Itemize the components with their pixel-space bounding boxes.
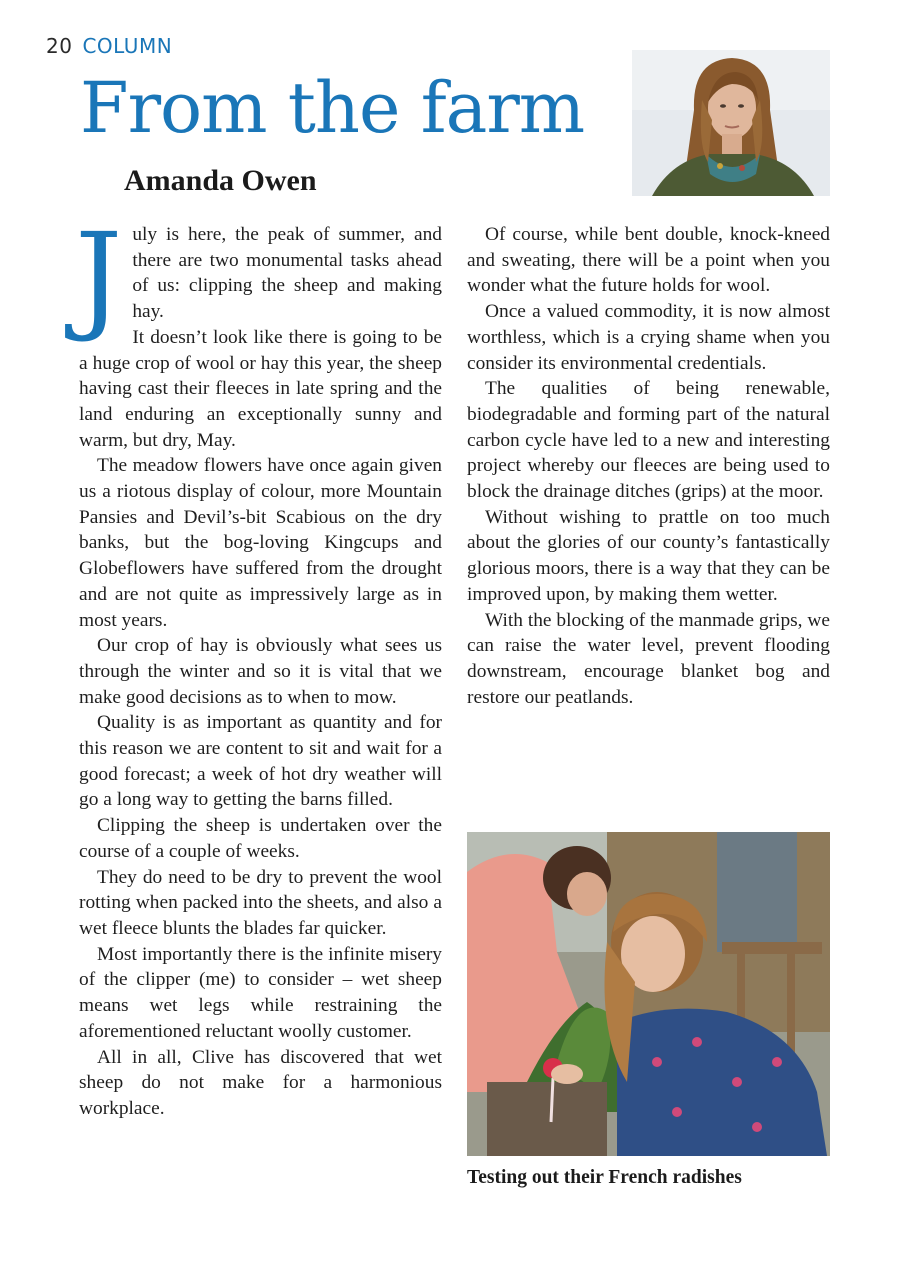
- body-paragraph: They do need to be dry to prevent the wool rotting when packed into the sheets, and also a wet fleece blunts the blades far quicker.: [79, 866, 442, 939]
- author-portrait: [632, 50, 830, 196]
- lead-paragraph: [75, 207, 442, 345]
- page-header: [46, 34, 172, 58]
- left-text-column: [75, 207, 442, 1122]
- section-label: COLUMN: [82, 34, 173, 58]
- body-paragraph: The qualities of being renewable, biodegradable and forming part of the natural carbon cycle have led to a new and interesting project whereby our fleeces are being used to block the drainage ditches (grips) at the moor.: [467, 378, 830, 503]
- body-paragraph: Clipping the sheep is undertaken over the course of a couple of weeks.: [79, 815, 442, 862]
- body-paragraph: With the blocking of the manmade grips, we can raise the water level, prevent flooding downstream, encourage blanket bog and restore our peatlands.: [467, 609, 830, 708]
- body-paragraph: Without wishing to prattle on too much about the glories of our county’s fantastically glorious moors, there is a way that they can be improved upon, by making them wetter.: [467, 506, 830, 605]
- body-paragraph: It doesn’t look like there is going to be a huge crop of wool or hay this year, the sheep having cast their fleeces in late spring and the land enduring an exceptionally sunny and warm, but dry, May.: [79, 326, 442, 451]
- drop-cap: J: [75, 207, 123, 345]
- body-paragraph: Most importantly there is the infinite misery of the clipper (me) to consider – wet sheep means wet legs while restraining the aforementioned reluctant woolly customer.: [79, 943, 442, 1042]
- article-title: From the farm: [80, 67, 585, 149]
- photo-caption: Testing out their French radishes: [467, 1167, 742, 1188]
- right-text-column: [467, 222, 830, 710]
- author-byline: Amanda Owen: [124, 164, 317, 197]
- body-paragraph: Of course, while bent double, knock-kneed and sweating, there will be a point when you wonder what the future holds for wool.: [467, 224, 830, 297]
- body-paragraph: Once a valued commodity, it is now almost worthless, which is a crying shame when you consider its environmental credentials.: [467, 301, 830, 374]
- lead-paragraph-text: uly is here, the peak of summer, and there are two monumental tasks ahead of us: clipping the sheep and making hay.: [132, 224, 442, 323]
- body-paragraph: Our crop of hay is obviously what sees us through the winter and so it is vital that we make good decisions as to when to mow.: [79, 635, 442, 708]
- photo-illustration: [467, 832, 830, 1156]
- body-paragraph: All in all, Clive has discovered that wet sheep do not make for a harmonious workplace.: [79, 1046, 442, 1119]
- author-portrait-illustration: [632, 50, 830, 196]
- body-paragraph: Quality is as important as quantity and for this reason we are content to sit and wait for a good forecast; a week of hot dry weather will go a long way to getting the barns filled.: [79, 712, 442, 811]
- body-paragraph: The meadow flowers have once again given us a riotous display of colour, more Mountain Pansies and Devil’s-bit Scabious on the dry banks, but the bog-loving Kingcups and Globeflowers have suffered from the drought and are not quite as impressively large as in most years.: [79, 455, 442, 631]
- page-number: 20: [46, 34, 73, 58]
- article-photo: [467, 832, 830, 1156]
